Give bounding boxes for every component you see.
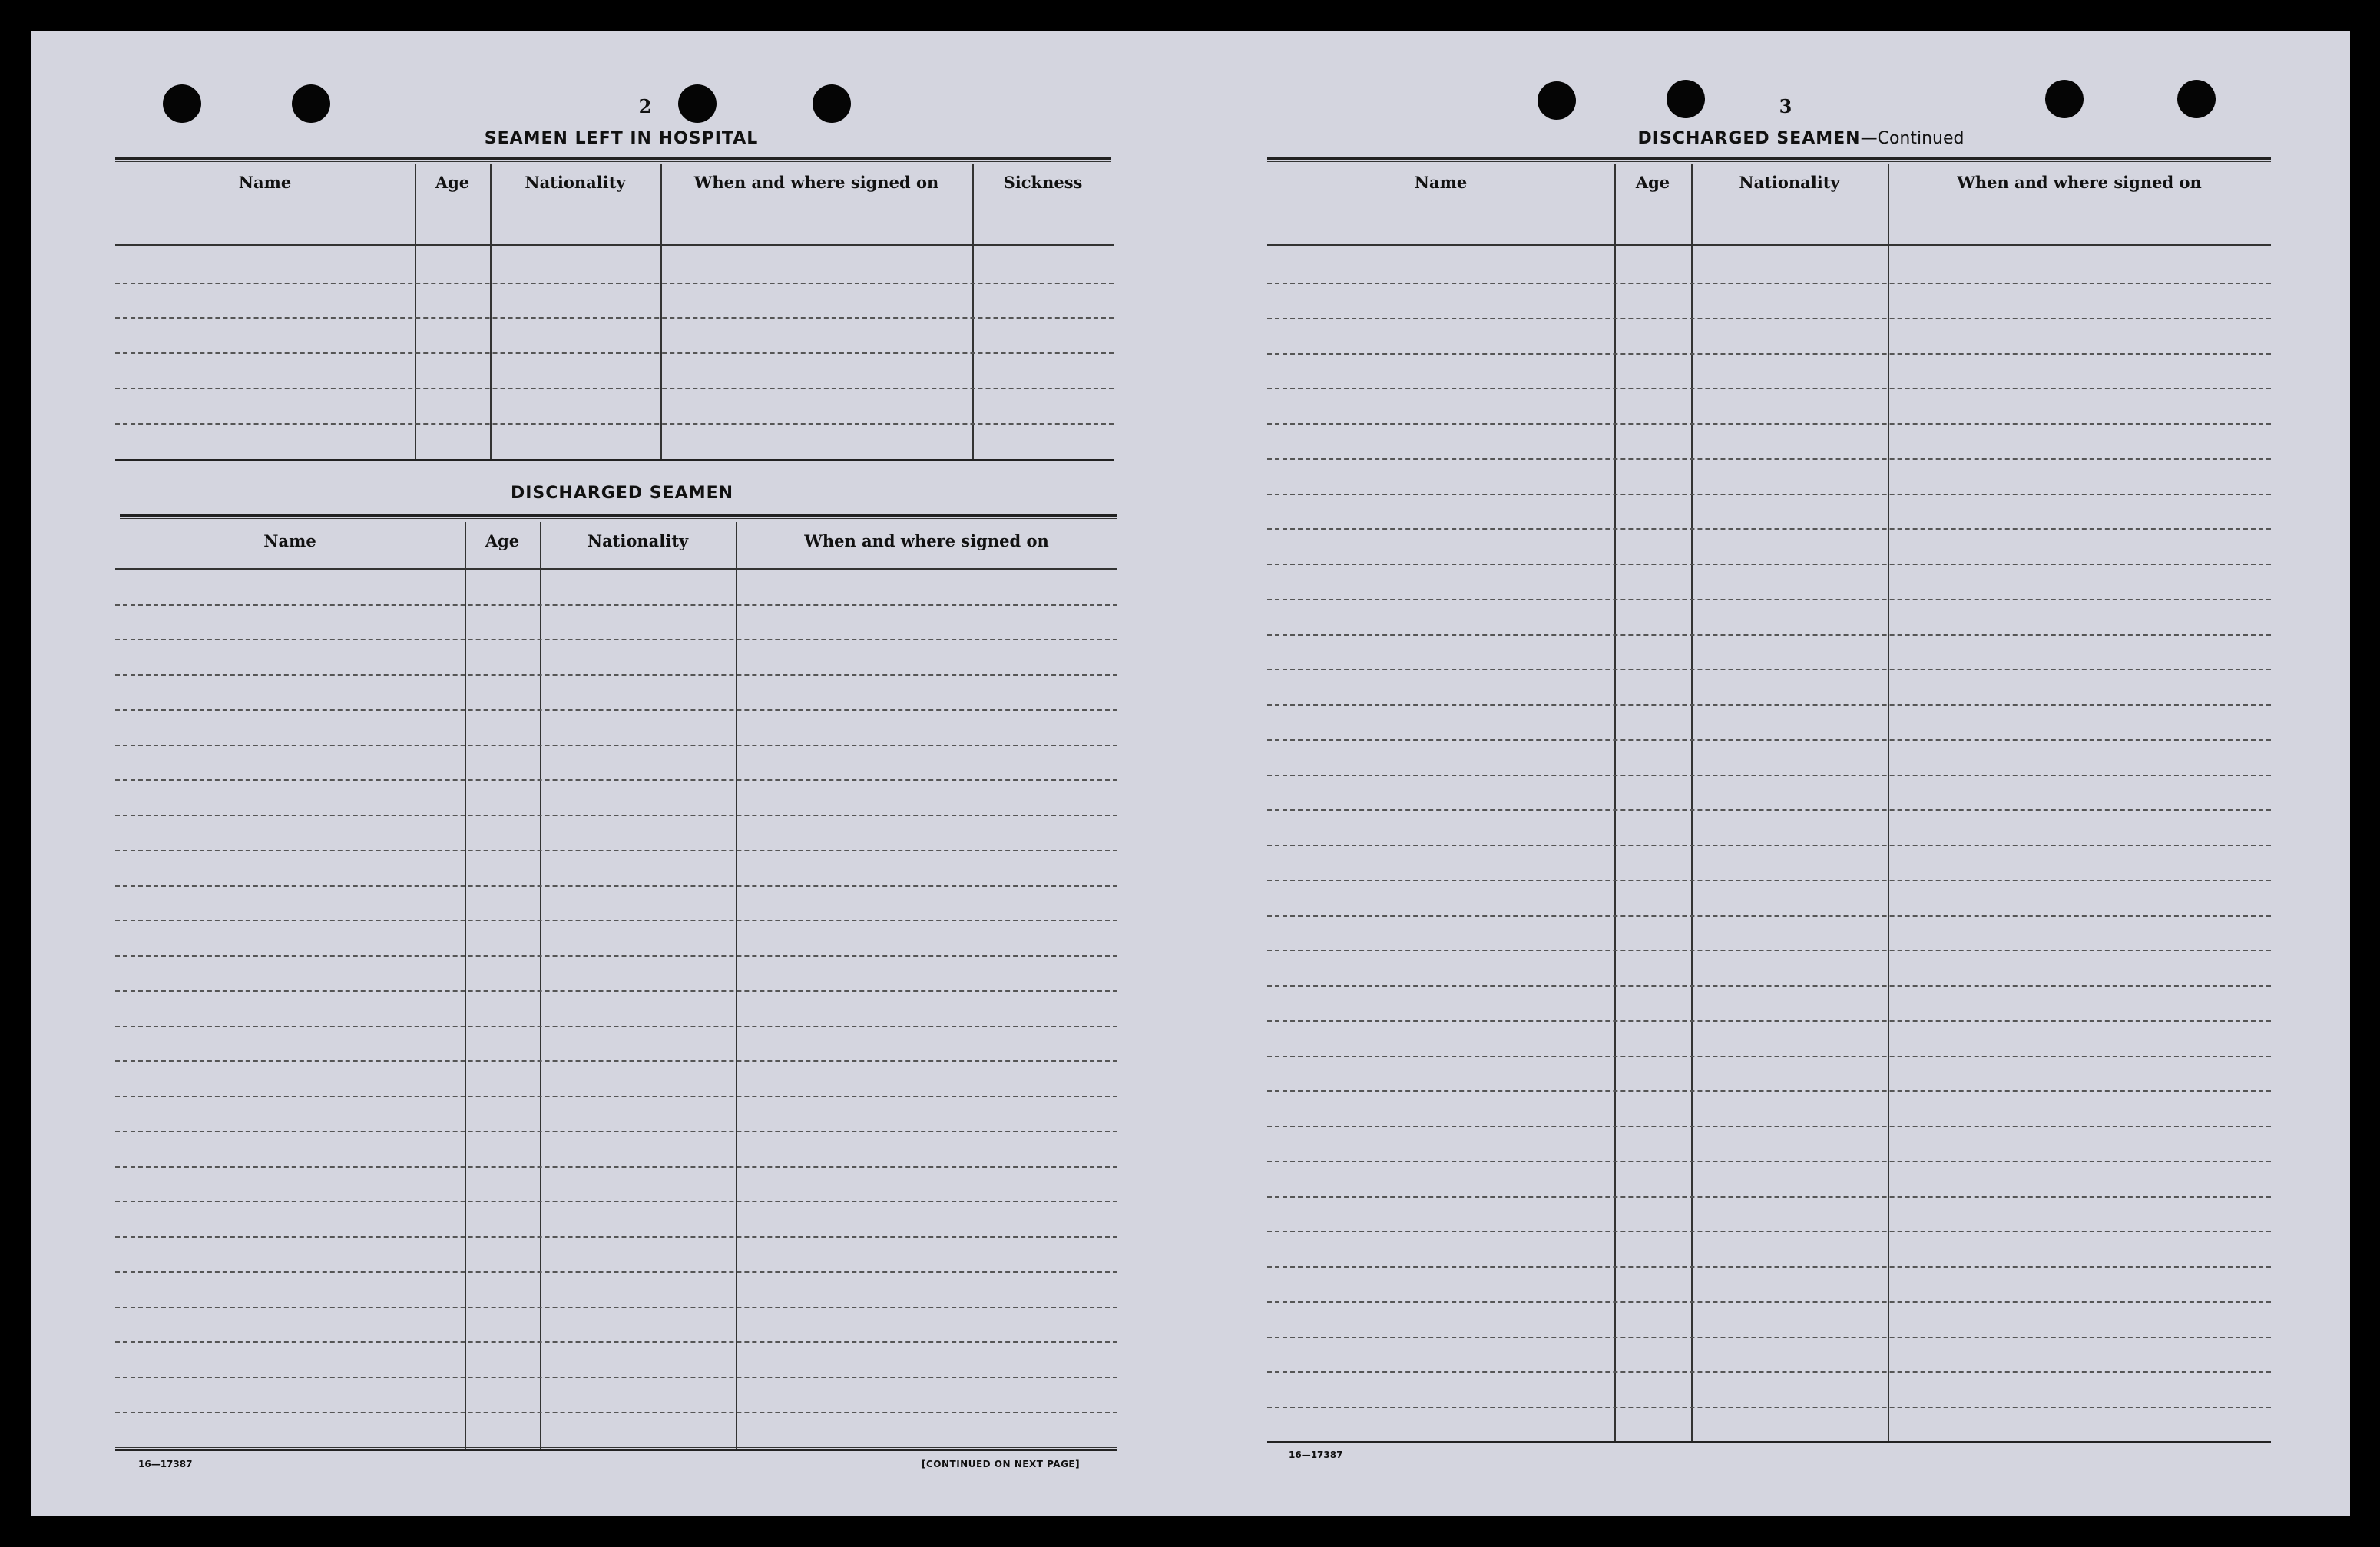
row-rule bbox=[1267, 388, 2271, 389]
left-page bbox=[115, 31, 1152, 1516]
row-rule bbox=[115, 1096, 1117, 1097]
column-header-age: Age bbox=[435, 173, 470, 192]
row-rule bbox=[115, 1026, 1117, 1027]
row-rule bbox=[1267, 985, 2271, 987]
hospital-table bbox=[115, 164, 1114, 464]
row-rule bbox=[115, 1166, 1117, 1168]
row-rule bbox=[1267, 1231, 2271, 1232]
column-divider bbox=[465, 522, 466, 1449]
row-rule bbox=[115, 1341, 1117, 1343]
form-code: 16—17387 bbox=[138, 1459, 193, 1469]
column-divider bbox=[490, 164, 492, 460]
row-rule bbox=[1267, 704, 2271, 706]
header-rule bbox=[1267, 244, 2271, 246]
row-rule bbox=[1267, 494, 2271, 495]
column-header-name: Name bbox=[238, 173, 292, 192]
row-rule bbox=[115, 920, 1117, 921]
row-rule bbox=[115, 1377, 1117, 1378]
row-rule bbox=[1267, 1407, 2271, 1408]
row-rule bbox=[115, 745, 1117, 746]
column-divider bbox=[540, 522, 541, 1449]
discharged-section-title: DISCHARGED SEAMEN bbox=[510, 484, 734, 503]
row-rule bbox=[1267, 1090, 2271, 1092]
column-header-nationality: Nationality bbox=[1739, 173, 1840, 192]
column-divider bbox=[660, 164, 662, 460]
row-rule bbox=[115, 423, 1114, 425]
row-rule bbox=[115, 850, 1117, 851]
column-header-signed-on: When and where signed on bbox=[1957, 173, 2202, 192]
row-rule bbox=[115, 815, 1117, 816]
column-divider bbox=[1691, 164, 1693, 1442]
row-rule bbox=[115, 1201, 1117, 1202]
row-rule bbox=[115, 388, 1114, 389]
row-rule bbox=[115, 1131, 1117, 1132]
column-header-nationality: Nationality bbox=[525, 173, 626, 192]
row-rule bbox=[1267, 950, 2271, 951]
row-rule bbox=[1267, 458, 2271, 460]
column-divider bbox=[1614, 164, 1616, 1442]
ledger-sheet bbox=[31, 31, 2350, 1516]
section-rule bbox=[1267, 157, 2271, 162]
form-code: 16—17387 bbox=[1289, 1449, 1343, 1460]
section-rule bbox=[115, 157, 1111, 162]
row-rule bbox=[115, 1060, 1117, 1062]
row-rule bbox=[1267, 353, 2271, 355]
row-rule bbox=[1267, 1161, 2271, 1162]
row-rule bbox=[115, 639, 1117, 640]
header-rule bbox=[115, 244, 1114, 246]
row-rule bbox=[1267, 1337, 2271, 1338]
column-header-nationality: Nationality bbox=[587, 531, 689, 550]
table-bottom-rule bbox=[115, 458, 1114, 461]
row-rule bbox=[1267, 634, 2271, 636]
right-page bbox=[1267, 31, 2304, 1516]
row-rule bbox=[1267, 1301, 2271, 1303]
column-divider bbox=[1888, 164, 1889, 1442]
row-rule bbox=[1267, 1020, 2271, 1022]
column-divider bbox=[415, 164, 416, 460]
row-rule bbox=[1267, 669, 2271, 670]
row-rule bbox=[1267, 564, 2271, 565]
header-rule bbox=[115, 568, 1117, 570]
row-rule bbox=[1267, 880, 2271, 881]
row-rule bbox=[1267, 1126, 2271, 1127]
column-header-sickness: Sickness bbox=[1003, 173, 1083, 192]
discharged-table bbox=[115, 522, 1117, 1443]
section-rule bbox=[120, 514, 1117, 519]
row-rule bbox=[1267, 1056, 2271, 1057]
row-rule bbox=[1267, 739, 2271, 741]
row-rule bbox=[115, 990, 1117, 992]
row-rule bbox=[115, 709, 1117, 711]
row-rule bbox=[1267, 915, 2271, 917]
row-rule bbox=[115, 779, 1117, 781]
row-rule bbox=[115, 1412, 1117, 1413]
page-number: 2 bbox=[638, 95, 652, 117]
row-rule bbox=[1267, 1371, 2271, 1373]
column-header-signed-on: When and where signed on bbox=[693, 173, 939, 192]
column-header-name: Name bbox=[263, 531, 316, 550]
row-rule bbox=[1267, 528, 2271, 530]
table-bottom-rule bbox=[1267, 1440, 2271, 1443]
column-header-age: Age bbox=[1635, 173, 1670, 192]
section-title-suffix: —Continued bbox=[1860, 129, 1965, 148]
discharged-continued-title bbox=[1283, 129, 2319, 148]
row-rule bbox=[1267, 1266, 2271, 1268]
row-rule bbox=[115, 674, 1117, 676]
row-rule bbox=[1267, 283, 2271, 284]
row-rule bbox=[1267, 1196, 2271, 1198]
row-rule bbox=[115, 352, 1114, 354]
row-rule bbox=[1267, 318, 2271, 319]
page-number: 3 bbox=[1779, 95, 1792, 117]
row-rule bbox=[115, 885, 1117, 887]
row-rule bbox=[115, 955, 1117, 957]
continued-note: [CONTINUED ON NEXT PAGE] bbox=[922, 1459, 1081, 1469]
row-rule bbox=[115, 317, 1114, 319]
column-header-name: Name bbox=[1414, 173, 1468, 192]
section-title-text: DISCHARGED SEAMEN bbox=[1637, 129, 1861, 148]
discharged-continued-table bbox=[1267, 164, 2271, 1453]
row-rule bbox=[115, 283, 1114, 284]
row-rule bbox=[115, 1271, 1117, 1273]
row-rule bbox=[1267, 845, 2271, 846]
row-rule bbox=[1267, 423, 2271, 425]
row-rule bbox=[1267, 599, 2271, 600]
row-rule bbox=[1267, 809, 2271, 811]
row-rule bbox=[115, 604, 1117, 606]
hospital-section-title: SEAMEN LEFT IN HOSPITAL bbox=[484, 129, 759, 148]
column-divider bbox=[736, 522, 737, 1449]
column-divider bbox=[972, 164, 974, 460]
row-rule bbox=[1267, 775, 2271, 776]
column-header-signed-on: When and where signed on bbox=[804, 531, 1049, 550]
column-header-age: Age bbox=[485, 531, 520, 550]
row-rule bbox=[115, 1307, 1117, 1308]
row-rule bbox=[115, 1236, 1117, 1238]
table-bottom-rule bbox=[115, 1447, 1117, 1451]
